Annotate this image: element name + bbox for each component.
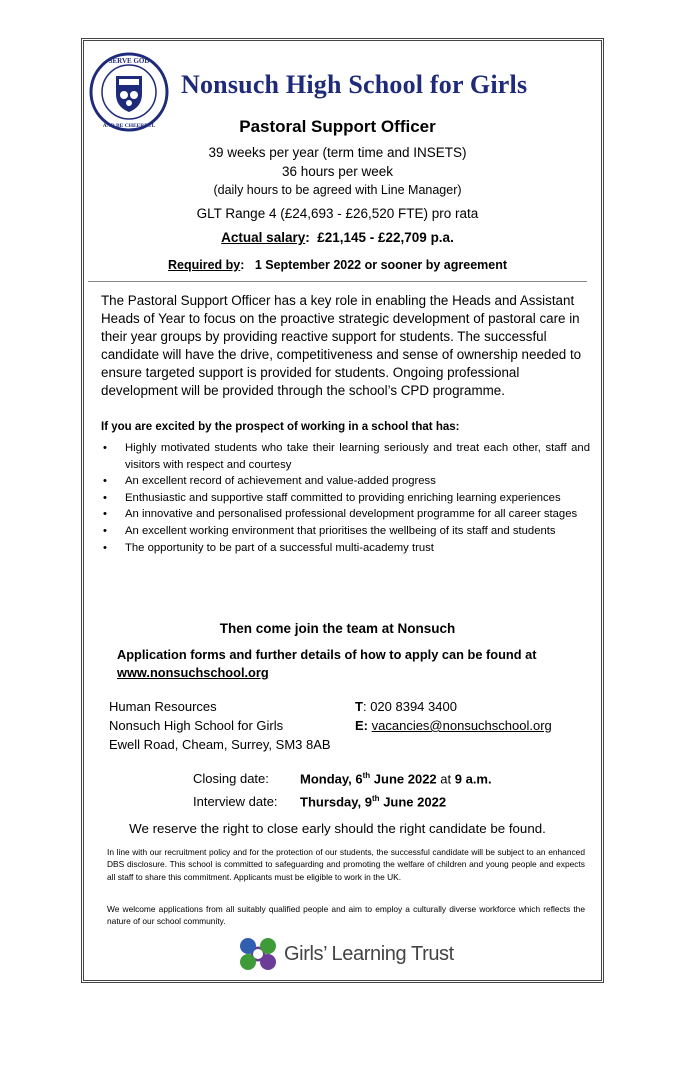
actual-salary-value: £21,145 - £22,709 p.a. bbox=[317, 230, 454, 245]
closing-time: 9 a.m. bbox=[454, 771, 492, 787]
diversity-statement: We welcome applications from all suitably qualified people and aim to employ a culturally diverse workforce which reflects the nature of our school community. bbox=[107, 904, 585, 927]
hours-per-week: 36 hours per week bbox=[281, 164, 394, 179]
pay-range: GLT Range 4 (£24,693 - £26,520 FTE) pro rata bbox=[196, 206, 479, 221]
contact-department: Human Resources bbox=[109, 699, 217, 714]
list-item: • Enthusiastic and supportive staff committed to providing enriching learning experiences bbox=[101, 490, 590, 507]
list-item: • An excellent record of achievement and value-added progress bbox=[101, 473, 590, 490]
closing-date-label: Closing date: bbox=[193, 771, 269, 786]
list-item: • An excellent working environment that prioritises the wellbeing of its staff and students bbox=[101, 523, 590, 540]
required-by-label: Required by bbox=[167, 258, 241, 272]
list-item: • Highly motivated students who take their learning seriously and treat each other, staff and visitors with respect and courtesy bbox=[101, 440, 590, 473]
job-title: Pastoral Support Officer bbox=[239, 117, 436, 136]
phone-number: 020 8394 3400 bbox=[370, 699, 457, 714]
actual-salary-label: Actual salary bbox=[221, 230, 306, 245]
website-link[interactable]: www.nonsuchschool.org bbox=[117, 665, 269, 680]
contact-details bbox=[355, 697, 552, 735]
interview-date-label: Interview date: bbox=[193, 794, 278, 809]
required-by: Required by: 1 September 2022 or sooner by agreement bbox=[167, 258, 508, 272]
closing-day-suffix: th bbox=[362, 771, 371, 780]
svg-text:AND BE CHEERFUL: AND BE CHEERFUL bbox=[102, 123, 156, 129]
phone-row: T: 020 8394 3400 bbox=[355, 699, 457, 714]
closing-at: at bbox=[436, 771, 455, 787]
contact-address bbox=[109, 697, 331, 754]
closing-month: June 2022 bbox=[370, 771, 437, 787]
weeks-per-year: 39 weeks per year (term time and INSETS) bbox=[208, 145, 467, 160]
excited-heading: If you are excited by the prospect of working in a school that has: bbox=[101, 421, 460, 433]
contact-school: Nonsuch High School for Girls bbox=[109, 718, 284, 733]
interview-day: Thursday, 9 bbox=[300, 794, 373, 810]
svg-text:SERVE GOD: SERVE GOD bbox=[108, 57, 150, 65]
email-label: E: bbox=[355, 718, 368, 733]
interview-month: June 2022 bbox=[379, 794, 447, 810]
reserve-right-notice: We reserve the right to close early should the right candidate be found. bbox=[129, 821, 546, 836]
benefits-list bbox=[101, 440, 590, 556]
divider bbox=[88, 281, 587, 282]
email-row bbox=[355, 716, 552, 735]
recruitment-policy-text: In line with our recruitment policy and for the protection of our students, the successful candidate will be subject to an enhanced DBS disclosure. This school is committed to safeguarding and promoting the welfare of children and young people and expects all staff to share this commitment. Applicants must be eligible to work in the UK. bbox=[107, 847, 585, 882]
required-by-value: 1 September 2022 or sooner by agreement bbox=[254, 258, 508, 272]
daily-hours-note: (daily hours to be agreed with Line Manager) bbox=[213, 183, 462, 197]
closing-date bbox=[300, 771, 492, 786]
email-link[interactable]: vacancies@nonsuchschool.org bbox=[371, 718, 552, 733]
join-heading: Then come join the team at Nonsuch bbox=[219, 621, 456, 636]
phone-label: T bbox=[355, 699, 363, 714]
girls-learning-trust-name: Girls’ Learning Trust bbox=[284, 943, 454, 965]
school-name: Nonsuch High School for Girls bbox=[181, 70, 528, 99]
interview-day-suffix: th bbox=[372, 794, 380, 803]
list-item: • The opportunity to be part of a successful multi-academy trust bbox=[101, 540, 590, 557]
apply-text: Application forms and further details of how to apply can be found at bbox=[117, 647, 537, 662]
contact-street: Ewell Road, Cheam, Surrey, SM3 8AB bbox=[109, 737, 331, 752]
intro-paragraph: The Pastoral Support Officer has a key role in enabling the Heads and Assistant Heads of Year to focus on the proactive strategic development of pastoral care in their year groups by providing reactive support for students. The successful candidate will have the drive, competitiveness and sense of ownership needed to ensure targeted support is provided for students. Ongoing professional development will be provided through the school’s CPD programme. bbox=[101, 293, 582, 398]
girls-learning-trust-logo-icon bbox=[234, 934, 282, 974]
closing-day: Monday, 6 bbox=[300, 771, 363, 787]
list-item: • An innovative and personalised professional development programme for all career stages bbox=[101, 506, 590, 523]
interview-date bbox=[300, 794, 446, 809]
actual-salary: Actual salary: £21,145 - £22,709 p.a. bbox=[221, 230, 454, 245]
